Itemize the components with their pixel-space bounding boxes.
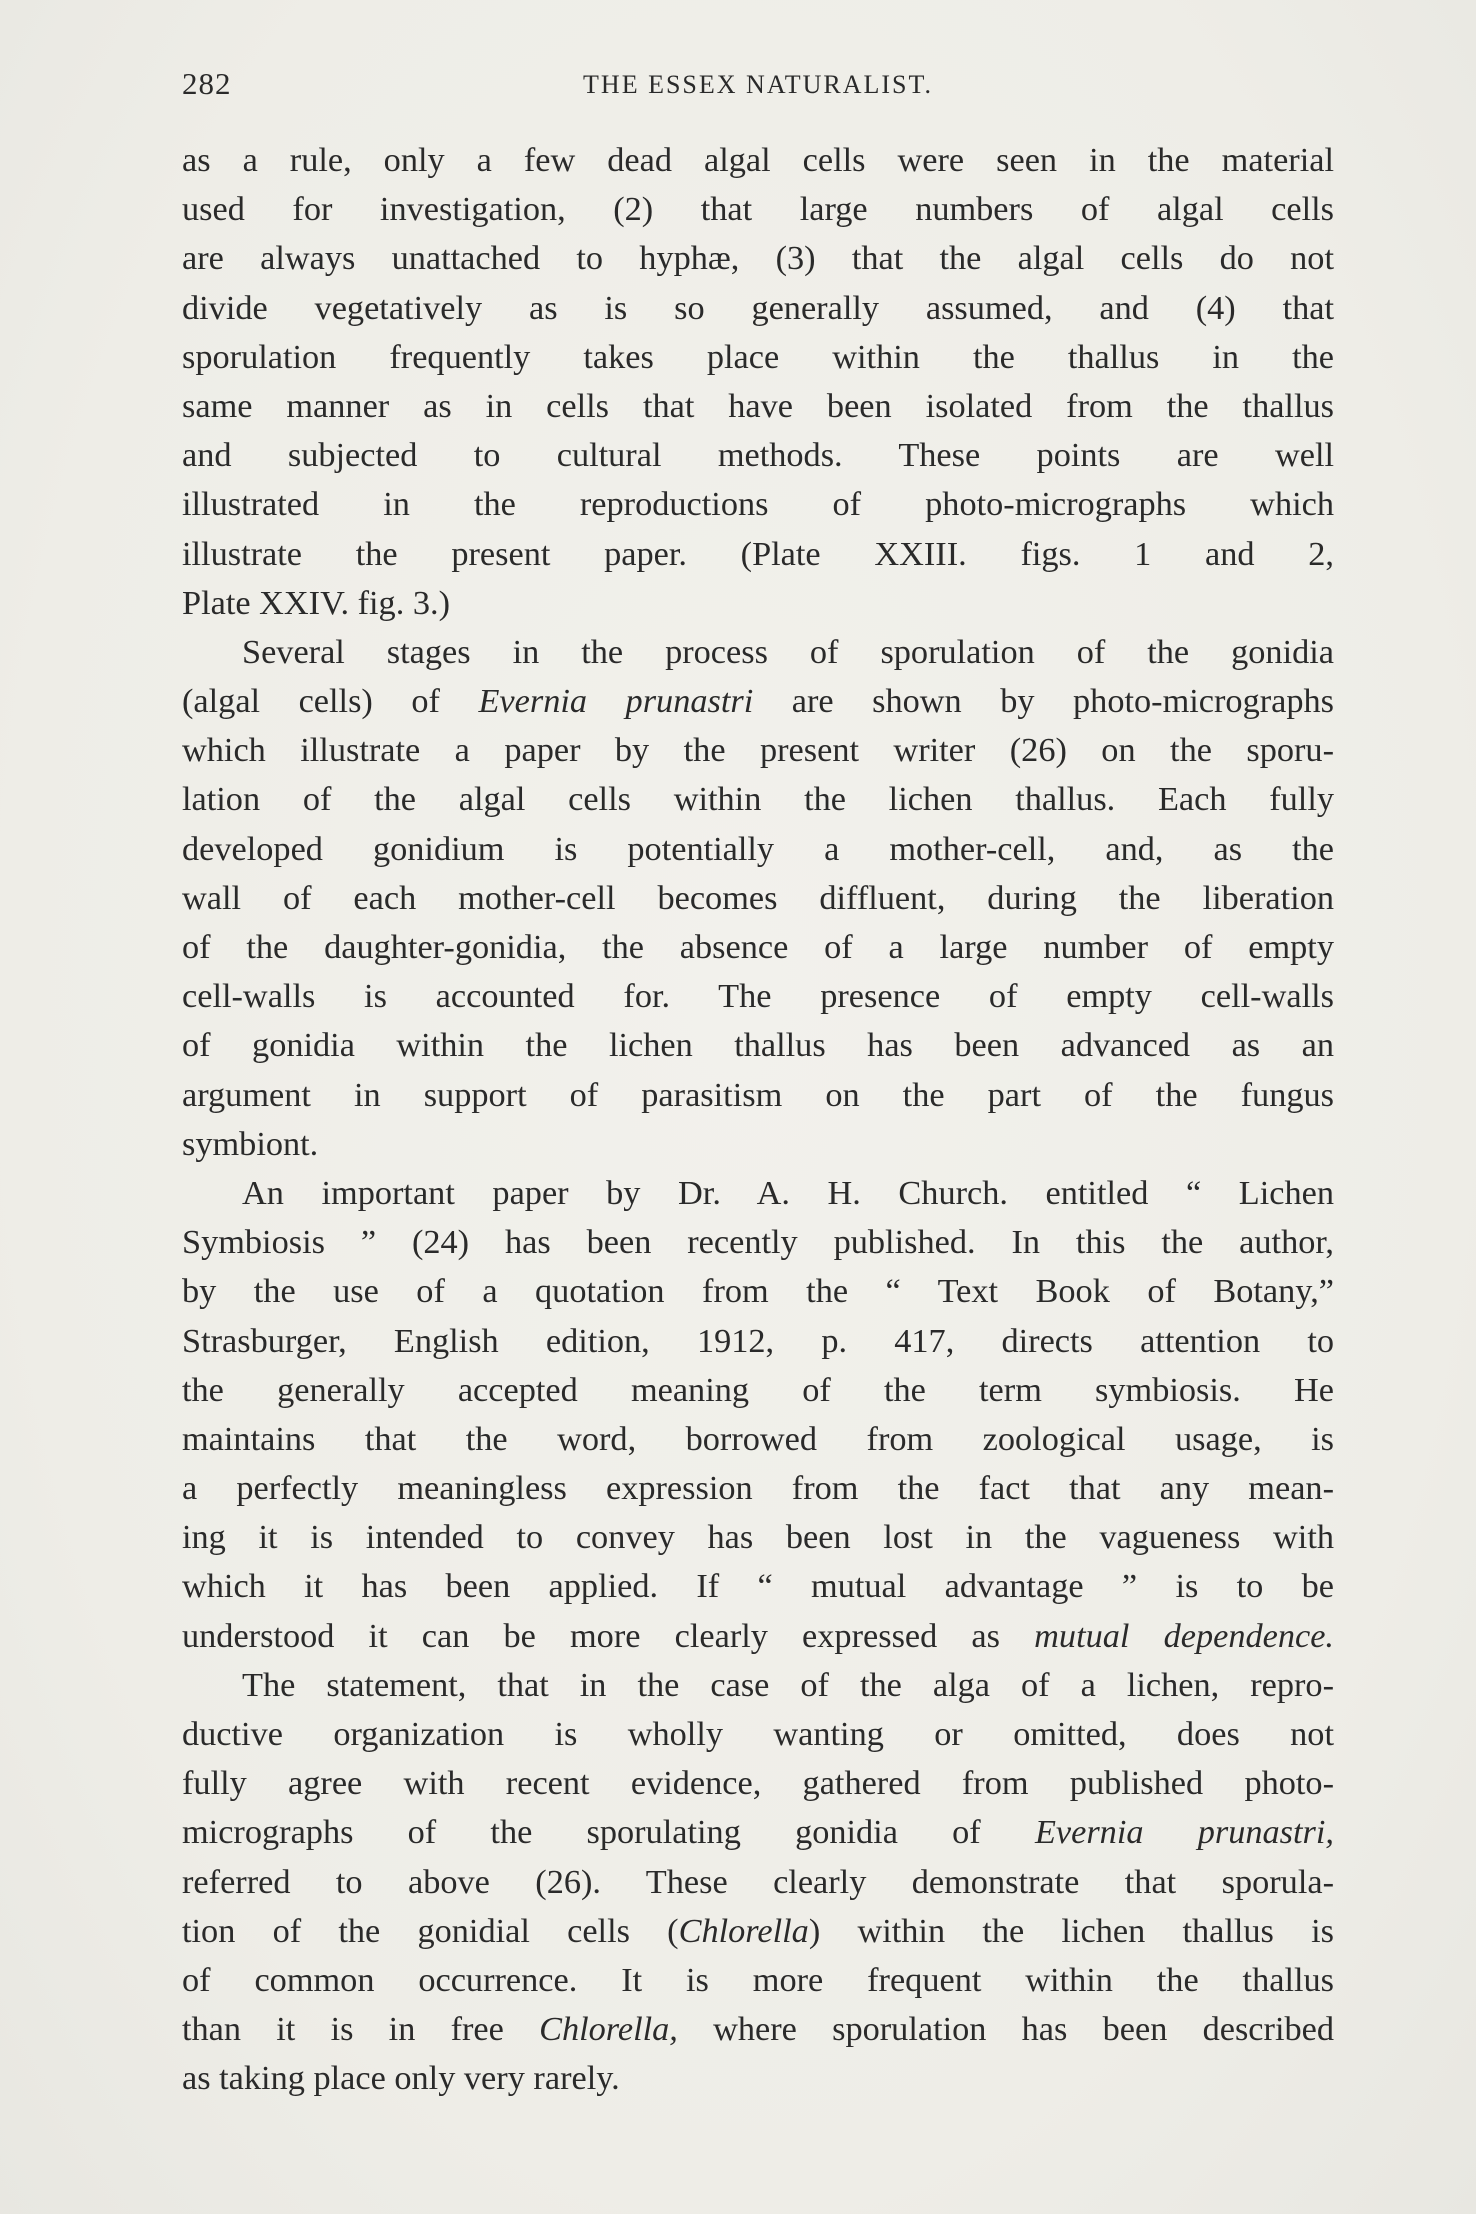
text-line: as taking place only very rarely. bbox=[182, 2059, 620, 2098]
running-head bbox=[182, 66, 1334, 106]
journal-title: THE ESSEX NATURALIST. bbox=[583, 70, 933, 99]
text-line: Plate XXIV. fig. 3.) bbox=[182, 583, 450, 622]
text-line: An important paper by Dr. A. H. Church. entitled “ Lichen bbox=[242, 1173, 1334, 1212]
text-line: argument in support of parasitism on the part of the fungus bbox=[182, 1075, 1334, 1114]
text-run: micrographs of the sporulating gonidia of bbox=[182, 1813, 1035, 1852]
text-run: tion of the gonidial cells ( bbox=[182, 1911, 679, 1950]
emphasis-text: mutual dependence. bbox=[1034, 1616, 1335, 1655]
species-name: Evernia prunastri bbox=[478, 682, 754, 721]
text-line: which illustrate a paper by the present writer (26) on the sporu- bbox=[182, 731, 1334, 770]
text-run: understood it can be more clearly expressed as bbox=[182, 1616, 1035, 1655]
genus-name: Chlorella, bbox=[539, 2010, 678, 2049]
genus-name: Chlorella bbox=[678, 1911, 809, 1950]
text-run: than it is in free bbox=[182, 2010, 540, 2049]
text-line: same manner as in cells that have been isolated from the thallus bbox=[182, 386, 1334, 425]
text-line: Strasburger, English edition, 1912, p. 417, directs attention to bbox=[182, 1321, 1334, 1360]
text-line: fully agree with recent evidence, gathered from published photo- bbox=[182, 1764, 1334, 1803]
text-line: which it has been applied. If “ mutual advantage ” is to be bbox=[182, 1567, 1334, 1606]
text-line: and subjected to cultural methods. These points are well bbox=[182, 436, 1334, 475]
text-line: lation of the algal cells within the lichen thallus. Each fully bbox=[182, 780, 1334, 819]
text-line: symbiont. bbox=[182, 1124, 319, 1163]
species-name: Evernia prunastri, bbox=[1034, 1813, 1334, 1852]
text-run: (algal cells) of bbox=[182, 682, 479, 721]
text-line: referred to above (26). These clearly demonstrate that sporula- bbox=[182, 1862, 1334, 1901]
text-line: ing it is intended to convey has been lost in the vagueness with bbox=[182, 1518, 1334, 1557]
text-line: wall of each mother-cell becomes diffluent, during the liberation bbox=[182, 878, 1334, 917]
text-line: by the use of a quotation from the “ Text Book of Botany,” bbox=[182, 1272, 1334, 1311]
text-run: where sporulation has been described bbox=[677, 2010, 1334, 2049]
text-line: are always unattached to hyphæ, (3) that the algal cells do not bbox=[182, 239, 1334, 278]
paragraph-2 bbox=[182, 628, 1334, 1169]
text-line: The statement, that in the case of the alga of a lichen, repro- bbox=[242, 1665, 1334, 1704]
text-line bbox=[182, 677, 1334, 726]
text-line: illustrated in the reproductions of photo-micrographs which bbox=[182, 485, 1334, 524]
text-line: cell-walls is accounted for. The presence of empty cell-walls bbox=[182, 977, 1334, 1016]
text-line: of the daughter-gonidia, the absence of a large number of empty bbox=[182, 928, 1334, 966]
paragraph-1 bbox=[182, 136, 1334, 628]
text-line: sporulation frequently takes place within the thallus in the bbox=[182, 337, 1334, 376]
paragraph-4 bbox=[182, 1661, 1334, 2104]
text-run: ) within the lichen thallus is bbox=[808, 1911, 1334, 1950]
text-line: developed gonidium is potentially a mother-cell, and, as the bbox=[182, 829, 1334, 868]
text-line: as a rule, only a few dead algal cells were seen in the material bbox=[182, 141, 1334, 179]
page-number: 282 bbox=[182, 66, 232, 101]
text-line: used for investigation, (2) that large numbers of algal cells bbox=[182, 190, 1334, 229]
text-line bbox=[182, 1907, 1334, 1956]
text-line bbox=[182, 1612, 1334, 1661]
text-line: Symbiosis ” (24) has been recently published. In this the author, bbox=[182, 1223, 1334, 1262]
body-text bbox=[182, 136, 1334, 2104]
text-line: of gonidia within the lichen thallus has been advanced as an bbox=[182, 1026, 1334, 1065]
text-line bbox=[182, 1808, 1334, 1857]
text-run: are shown by photo-micrographs bbox=[753, 682, 1335, 721]
text-line: Several stages in the process of sporulation of the gonidia bbox=[242, 632, 1334, 671]
text-line: ductive organization is wholly wanting or omitted, does not bbox=[182, 1715, 1334, 1753]
text-line: divide vegetatively as is so generally assumed, and (4) that bbox=[182, 288, 1334, 327]
text-line bbox=[182, 2005, 1334, 2054]
paragraph-3 bbox=[182, 1169, 1334, 1661]
text-line: illustrate the present paper. (Plate XXIII. figs. 1 and 2, bbox=[182, 534, 1334, 573]
text-line: maintains that the word, borrowed from zoological usage, is bbox=[182, 1419, 1334, 1458]
text-line: a perfectly meaningless expression from the fact that any mean- bbox=[182, 1469, 1334, 1508]
text-line: of common occurrence. It is more frequent within the thallus bbox=[182, 1960, 1334, 1999]
text-line: the generally accepted meaning of the term symbiosis. He bbox=[182, 1370, 1334, 1409]
